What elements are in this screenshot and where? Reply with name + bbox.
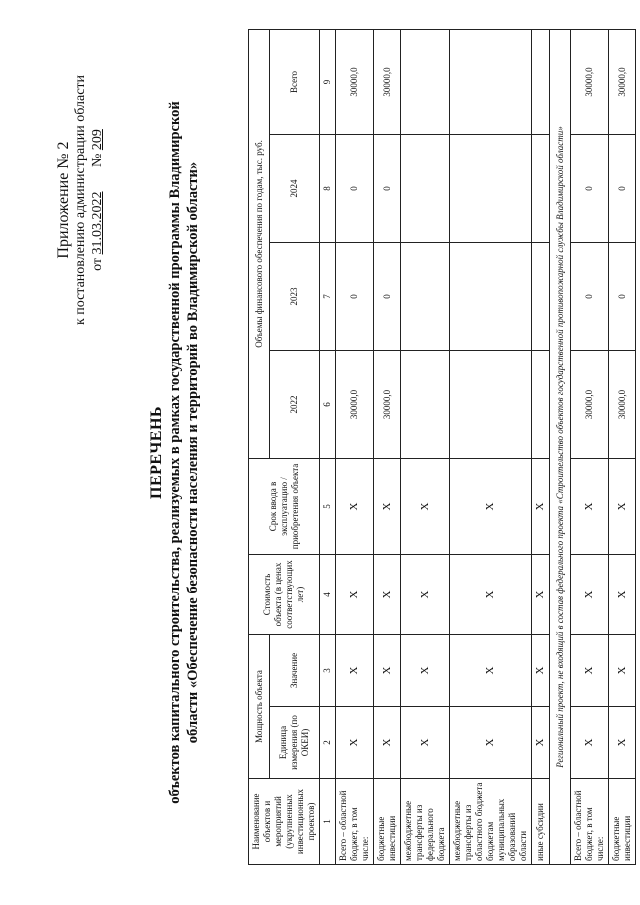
resolution-label: к постановлению администрации области [73, 74, 88, 326]
row-name: бюджетные инвестиции [609, 779, 636, 865]
resolution-date: 31.03.2022 [90, 191, 105, 255]
resolution-number: 209 [90, 129, 105, 151]
row-2023 [450, 242, 532, 350]
row-cost: Х [532, 554, 550, 634]
row-term: Х [401, 458, 450, 554]
row-2023: 0 [609, 242, 636, 350]
row-2022: 30000,0 [609, 350, 636, 458]
table-row [374, 29, 401, 864]
row-total: 30000,0 [571, 29, 609, 134]
header-total: Всего [270, 29, 320, 134]
header-value: Значение [270, 634, 320, 706]
row-2023 [532, 242, 550, 350]
row-value: Х [532, 634, 550, 706]
row-2024: 0 [571, 134, 609, 242]
row-term: Х [571, 458, 609, 554]
table-row [609, 29, 636, 864]
row-name: межбюджетные трансферты из областного бюджета бюджетам муниципальных образований области [450, 779, 532, 865]
row-name: иные субсидии [532, 779, 550, 865]
row-total [450, 29, 532, 134]
col-num: 2 [320, 707, 336, 779]
row-2023: 0 [571, 242, 609, 350]
row-unit: Х [336, 707, 374, 779]
row-cost: Х [450, 554, 532, 634]
row-unit: Х [532, 707, 550, 779]
section-label: Региональный проект, не входящий в состав федерального проекта «Строительство объектов государственной противопожарной службы Владимирской области» [550, 29, 571, 864]
row-cost: Х [401, 554, 450, 634]
appendix-label: Приложение № 2 [55, 141, 72, 259]
col-num: 9 [320, 29, 336, 134]
title-line-2: объектов капитального строительства, реализуемых в рамках государственной программы Владимирской [167, 101, 183, 804]
row-2022: 30000,0 [374, 350, 401, 458]
row-unit: Х [571, 707, 609, 779]
col-num: 7 [320, 242, 336, 350]
row-2024 [401, 134, 450, 242]
row-cost: Х [336, 554, 374, 634]
row-cost: Х [609, 554, 636, 634]
title-heading: ПЕРЕЧЕНЬ [148, 406, 165, 499]
header-2023: 2023 [270, 242, 320, 350]
row-2024 [450, 134, 532, 242]
appendix-header [55, 30, 106, 370]
section-row [550, 29, 571, 864]
table-row [401, 29, 450, 864]
row-value: Х [401, 634, 450, 706]
row-value: Х [336, 634, 374, 706]
row-total [401, 29, 450, 134]
from-label: от [90, 257, 105, 271]
col-num: 5 [320, 458, 336, 554]
header-term: Срок ввода в эксплуатацию / приобретения объекта [249, 458, 320, 554]
header-2022: 2022 [270, 350, 320, 458]
header-capacity: Мощность объекта [249, 634, 270, 778]
row-total: 30000,0 [609, 29, 636, 134]
number-label: № [90, 153, 105, 167]
row-term: Х [450, 458, 532, 554]
col-num: 1 [320, 779, 336, 865]
row-term: Х [532, 458, 550, 554]
row-value: Х [450, 634, 532, 706]
row-2022: 30000,0 [571, 350, 609, 458]
resolution-date-line [89, 30, 106, 370]
table-row [336, 29, 374, 864]
row-2024: 0 [609, 134, 636, 242]
row-2023: 0 [374, 242, 401, 350]
row-name: Всего – областной бюджет, в том числе: [336, 779, 374, 865]
row-name: межбюджетные трансферты из федерального бюджета [401, 779, 450, 865]
col-num: 4 [320, 554, 336, 634]
row-total: 30000,0 [336, 29, 374, 134]
row-2022 [401, 350, 450, 458]
row-term: Х [609, 458, 636, 554]
row-2024 [532, 134, 550, 242]
row-unit: Х [374, 707, 401, 779]
header-financing: Объемы финансового обеспечения по годам, тыс. руб. [249, 29, 270, 458]
row-term: Х [336, 458, 374, 554]
row-value: Х [609, 634, 636, 706]
row-cost: Х [571, 554, 609, 634]
row-total: 30000,0 [374, 29, 401, 134]
row-2024: 0 [374, 134, 401, 242]
header-name: Наименование объектов и мероприятий (укрупненных инвестиционных проектов) [249, 779, 320, 865]
row-value: Х [374, 634, 401, 706]
table-row [532, 29, 550, 864]
col-num: 8 [320, 134, 336, 242]
row-total [532, 29, 550, 134]
row-cost: Х [374, 554, 401, 634]
row-unit: Х [450, 707, 532, 779]
row-2022 [450, 350, 532, 458]
row-2023: 0 [336, 242, 374, 350]
objects-table [248, 29, 636, 865]
row-2022 [532, 350, 550, 458]
row-2022: 30000,0 [336, 350, 374, 458]
title-line-3: области «Обеспечение безопасности населения и территорий во Владимирской области» [185, 161, 201, 744]
col-num: 6 [320, 350, 336, 458]
row-name: бюджетные инвестиции [374, 779, 401, 865]
document-title [148, 0, 202, 905]
column-number-row [320, 29, 336, 864]
header-cost: Стоимость объекта (в ценах соответствующих лет) [249, 554, 320, 634]
row-2023 [401, 242, 450, 350]
table-row [571, 29, 609, 864]
row-unit: Х [609, 707, 636, 779]
row-2024: 0 [336, 134, 374, 242]
row-value: Х [571, 634, 609, 706]
header-unit: Единица измерения (по ОКЕИ) [270, 707, 320, 779]
col-num: 3 [320, 634, 336, 706]
row-unit: Х [401, 707, 450, 779]
header-2024: 2024 [270, 134, 320, 242]
row-name: Всего – областной бюджет, в том числе: [571, 779, 609, 865]
row-term: Х [374, 458, 401, 554]
table-row [450, 29, 532, 864]
